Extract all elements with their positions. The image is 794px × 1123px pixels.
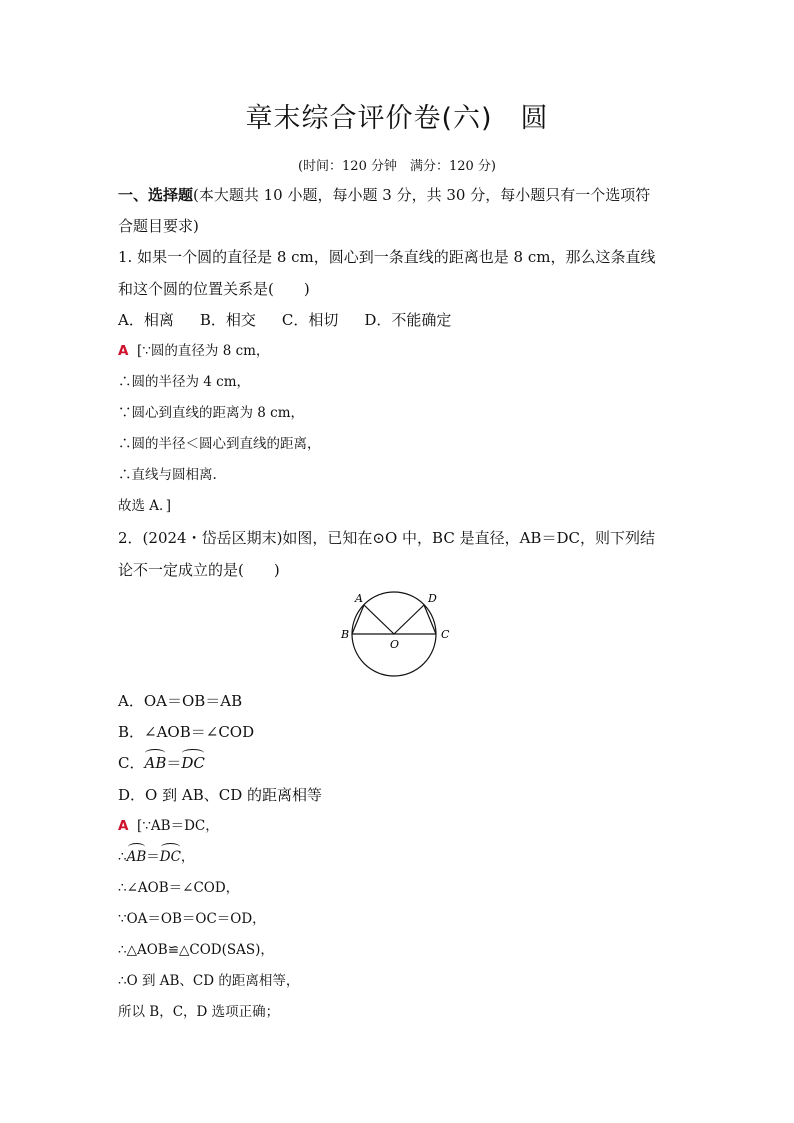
arc-dc: DC (181, 754, 205, 772)
label-b: B (341, 628, 350, 641)
q1-sol-text-1: [∵圆的直径为 8 cm， (137, 343, 270, 359)
q2-solution-7: 所以 B，C，D 选项正确； (118, 1004, 280, 1020)
q1-stem-2: 和这个圆的位置关系是( ) (118, 280, 310, 298)
q2-solution-2 (118, 847, 194, 867)
chord-dc (424, 605, 436, 634)
q2-solution-6: ∴O 到 AB、CD 的距离相等， (118, 973, 300, 989)
q2-solution-1 (118, 816, 219, 836)
q1-solution-4: ∴圆的半径＜圆心到直线的距离， (118, 436, 321, 452)
q1-solution-2: ∴圆的半径为 4 cm， (118, 374, 251, 390)
q1-solution-3: ∵圆心到直线的距离为 8 cm， (118, 405, 305, 421)
q2-stem-1: 2．(2024・岱岳区期末)如图，已知在⊙O 中，BC 是直径，AB＝DC，则下列结 (118, 529, 655, 547)
q2-option-d: D．O 到 AB、CD 的距离相等 (118, 786, 322, 804)
q2-option-c (118, 753, 205, 773)
q2-stem-2: 论不一定成立的是( ) (118, 561, 280, 579)
exam-meta: (时间：120 分钟 满分：120 分) (297, 159, 497, 174)
segment-oa (364, 605, 394, 634)
q2-sol2-suffix: ， (180, 849, 195, 865)
q2-answer: A (118, 818, 129, 834)
q1-option-a: A．相离 (118, 311, 174, 329)
section-heading-line (118, 185, 650, 205)
segment-od (394, 605, 424, 634)
q2-option-b: B．∠AOB＝∠COD (118, 723, 255, 741)
label-c: C (441, 628, 450, 641)
q2-solution-3: ∴∠AOB＝∠COD， (118, 880, 240, 896)
arc-ab: AB (144, 754, 167, 772)
q1-option-d: D．不能确定 (364, 311, 452, 329)
q2-option-c-prefix: C． (118, 754, 145, 772)
arc-ab-sol: AB (126, 849, 147, 865)
q1-options (118, 310, 477, 330)
label-d: D (428, 592, 437, 605)
circle-figure (330, 588, 460, 680)
q2-solution-5: ∴△AOB≌△COD(SAS)， (118, 942, 274, 958)
label-o: O (390, 638, 400, 651)
label-a: A (355, 592, 363, 605)
section-heading: 一、选择题 (118, 186, 194, 204)
section-desc: (本大题共 10 小题，每小题 3 分，共 30 分，每小题只有一个选项符 (193, 186, 651, 204)
q1-option-c: C．相切 (281, 311, 339, 329)
q2-sol-text-1: [∵AB＝DC， (137, 818, 219, 834)
q1-solution-5: ∴直线与圆相离. (118, 467, 217, 483)
chord-ab (352, 605, 364, 634)
page-title: 章末综合评价卷(六) 圆 (245, 103, 549, 134)
q1-stem-1: 1. 如果一个圆的直径是 8 cm，圆心到一条直线的距离也是 8 cm，那么这条直线 (118, 248, 656, 266)
equals-sign-sol: ＝ (146, 849, 160, 865)
equals-sign: ＝ (166, 754, 182, 772)
q1-answer: A (118, 343, 129, 359)
q2-solution-4: ∵OA＝OB＝OC＝OD， (118, 911, 266, 927)
arc-dc-sol: DC (159, 849, 181, 865)
q1-solution-1 (118, 341, 269, 361)
q1-solution-6: 故选 A．] (118, 498, 172, 514)
q1-option-b: B．相交 (199, 311, 256, 329)
q2-sol2-prefix: ∴ (118, 849, 127, 865)
section-desc-cont: 合题目要求) (118, 217, 199, 235)
q2-option-a: A．OA＝OB＝AB (118, 692, 243, 710)
